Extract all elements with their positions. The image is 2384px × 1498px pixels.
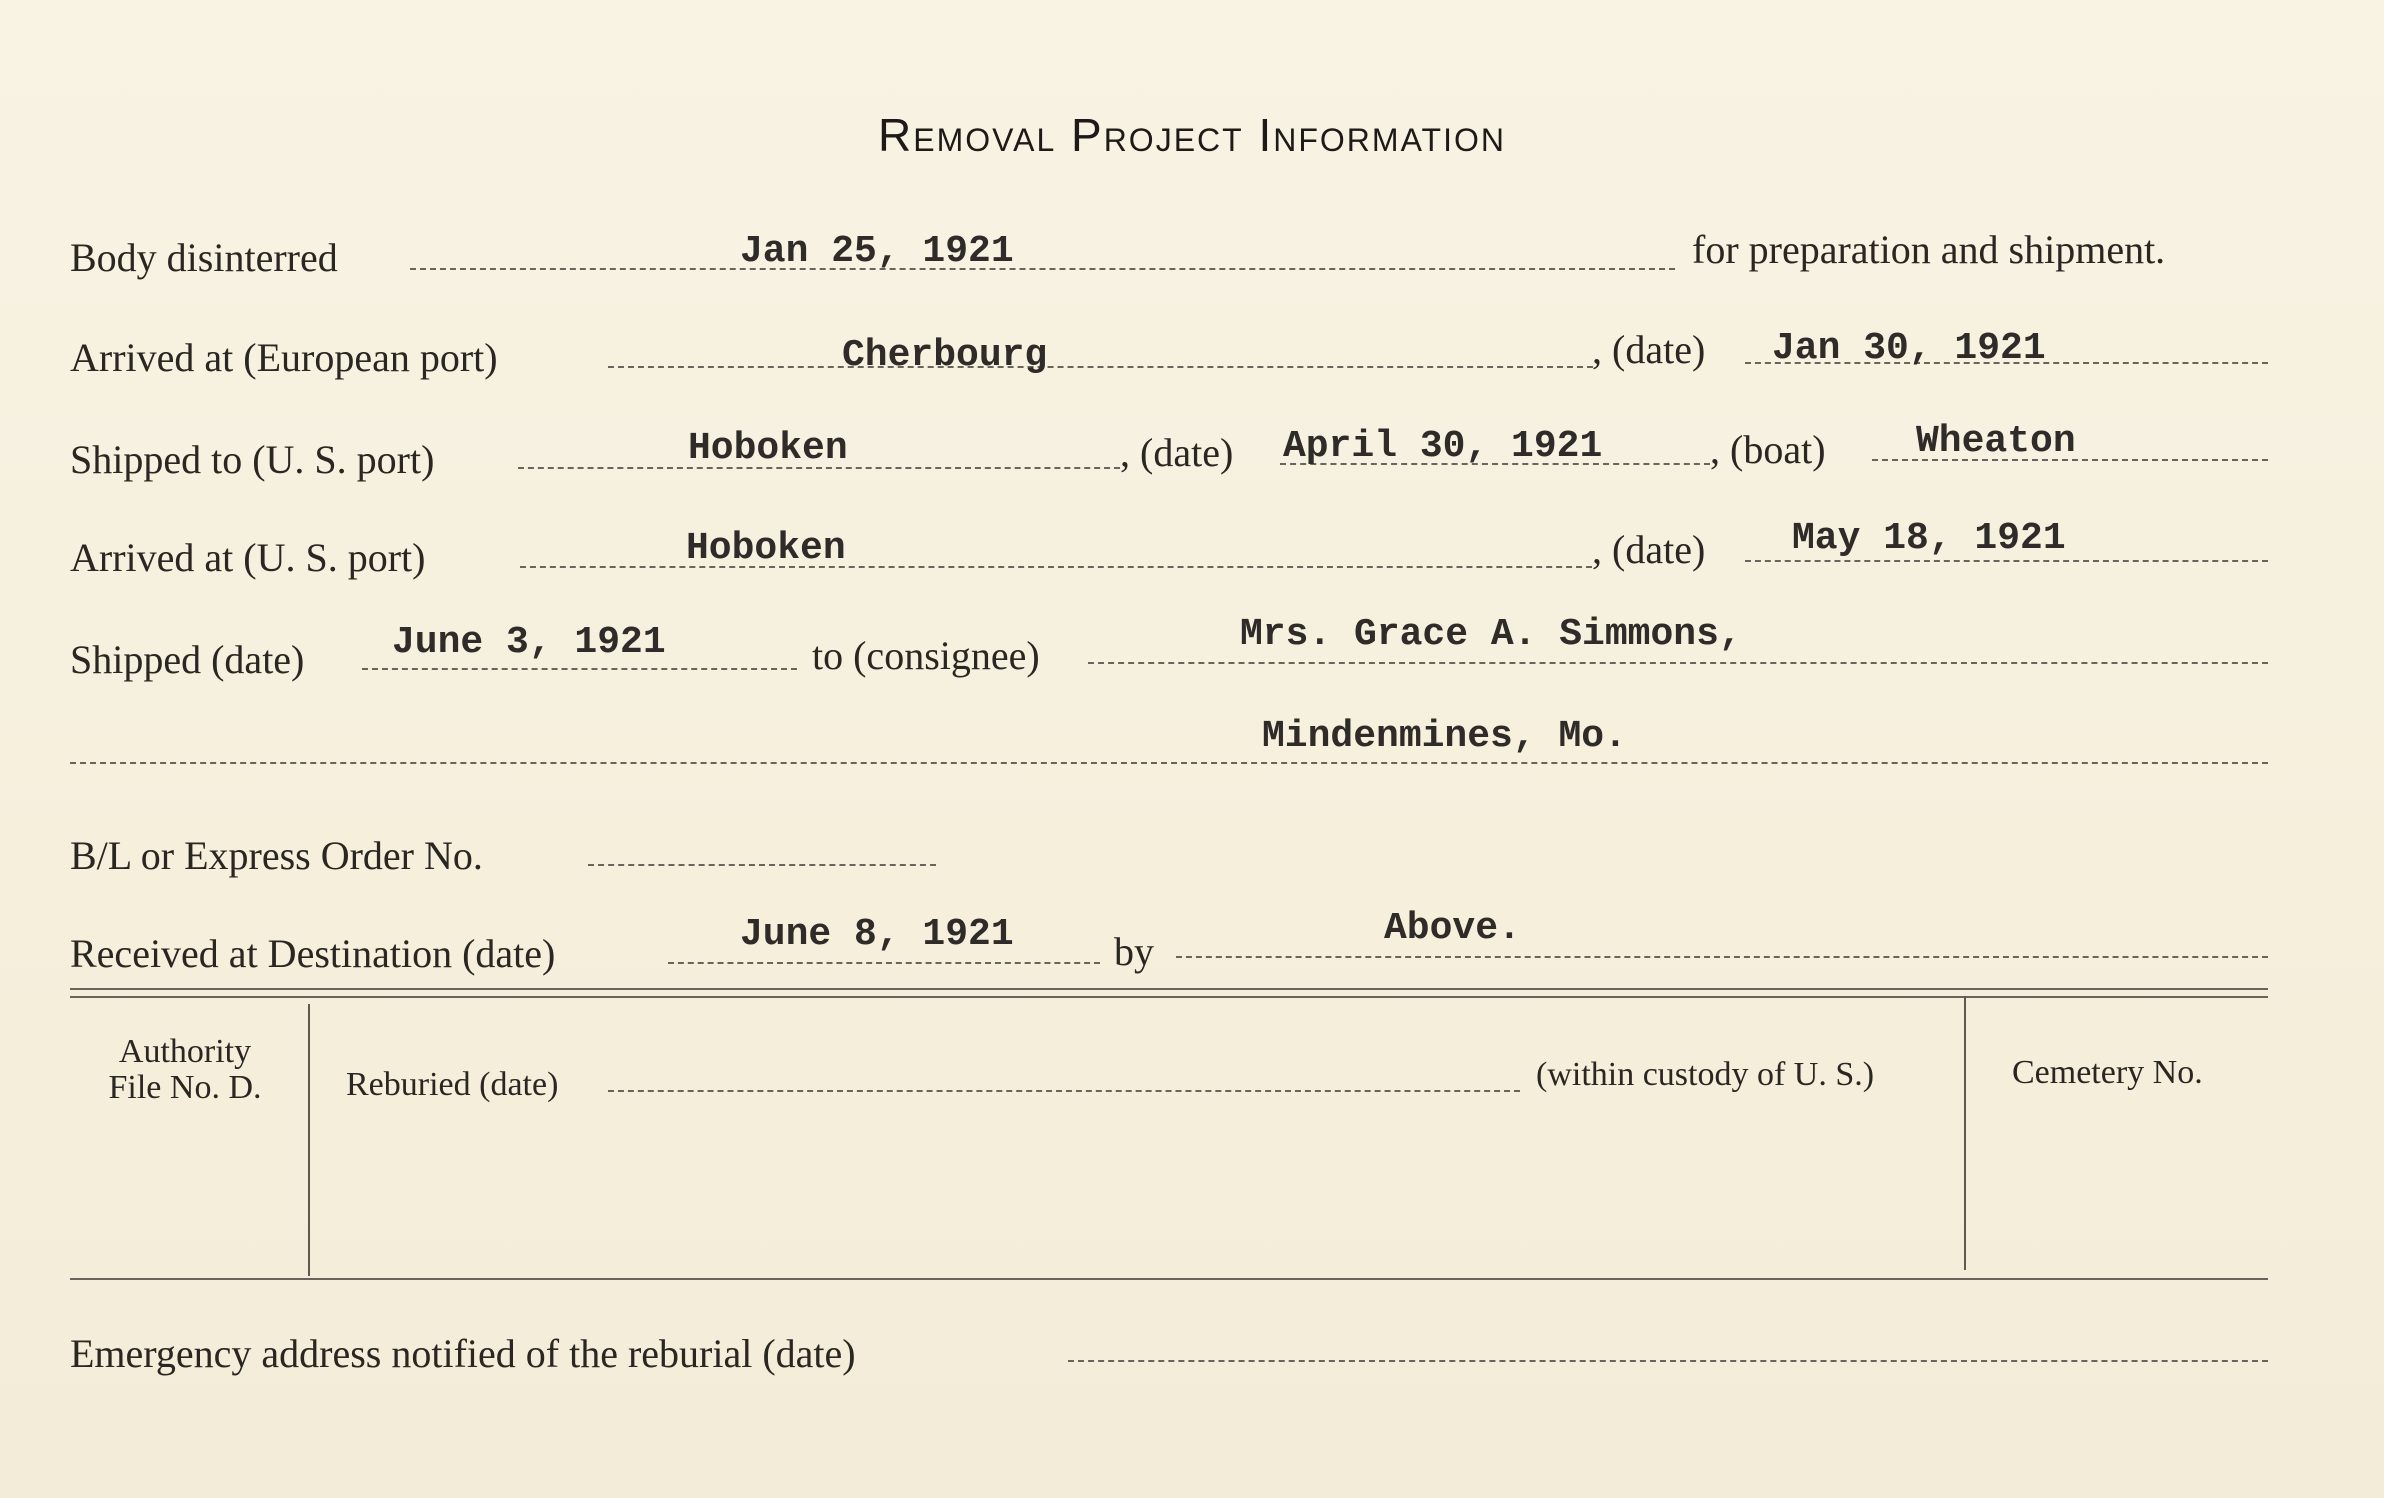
shipped-us-date-value: April 30, 1921 xyxy=(1283,425,1603,468)
emergency-line xyxy=(1068,1360,2268,1362)
reburied-line xyxy=(608,1090,1520,1092)
box-top-rule-2 xyxy=(70,996,2268,998)
box-divider-left xyxy=(308,1004,310,1276)
shipped-date-label: Shipped (date) xyxy=(70,637,305,682)
body-disinterred-label: Body disinterred xyxy=(70,235,338,280)
reburied-label: Reburied (date) xyxy=(346,1066,559,1103)
consignee-address-value: Mindenmines, Mo. xyxy=(1262,715,1627,758)
cemetery-no-label: Cemetery No. xyxy=(2012,1054,2203,1091)
shipped-us-label: Shipped to (U. S. port) xyxy=(70,437,435,482)
arrived-european-date-value: Jan 30, 1921 xyxy=(1772,327,2046,370)
arrived-us-line xyxy=(520,566,1592,568)
bl-order-line xyxy=(588,864,936,866)
arrived-european-date-label: , (date) xyxy=(1592,327,1706,372)
received-by-line xyxy=(1176,956,2268,958)
received-date-value: June 8, 1921 xyxy=(740,913,1014,956)
shipped-date-line xyxy=(362,668,797,670)
boat-label: , (boat) xyxy=(1710,427,1826,472)
body-disinterred-value: Jan 25, 1921 xyxy=(740,230,1014,273)
authority-label xyxy=(80,1034,290,1105)
boat-value: Wheaton xyxy=(1916,420,2076,463)
arrived-us-date-line xyxy=(1745,560,2268,562)
box-bottom-rule xyxy=(70,1278,2268,1280)
box-top-rule-1 xyxy=(70,988,2268,990)
arrived-us-date-label: , (date) xyxy=(1592,527,1706,572)
received-by-value: Above. xyxy=(1384,907,1521,950)
received-label: Received at Destination (date) xyxy=(70,931,556,976)
body-disinterred-line xyxy=(410,268,1675,270)
arrived-european-label: Arrived at (European port) xyxy=(70,335,498,380)
arrived-european-line xyxy=(608,366,1593,368)
received-by-label: by xyxy=(1114,929,1154,974)
consignee-address-line xyxy=(70,762,2268,764)
authority-line-1: Authority xyxy=(118,1033,252,1070)
arrived-us-port-value: Hoboken xyxy=(686,527,846,570)
received-date-line xyxy=(668,962,1100,964)
consignee-label: to (consignee) xyxy=(812,633,1040,678)
shipped-date-value: June 3, 1921 xyxy=(392,621,666,664)
arrived-us-label: Arrived at (U. S. port) xyxy=(70,535,426,580)
us-port-value: Hoboken xyxy=(688,427,848,470)
preparation-shipment-text: for preparation and shipment. xyxy=(1692,227,2166,272)
european-port-value: Cherbourg xyxy=(842,334,1048,377)
emergency-label: Emergency address notified of the reburial (date) xyxy=(70,1331,856,1376)
arrived-us-date-value: May 18, 1921 xyxy=(1792,517,2066,560)
consignee-line xyxy=(1088,662,2268,664)
custody-label: (within custody of U. S.) xyxy=(1536,1056,1875,1093)
consignee-name-value: Mrs. Grace A. Simmons, xyxy=(1240,613,1742,656)
form-title: Removal Project Information xyxy=(878,109,1506,161)
shipped-us-date-label: , (date) xyxy=(1120,430,1234,475)
authority-line-2: File No. D. xyxy=(108,1068,262,1106)
box-divider-right xyxy=(1964,996,1966,1270)
bl-order-label: B/L or Express Order No. xyxy=(70,833,483,878)
